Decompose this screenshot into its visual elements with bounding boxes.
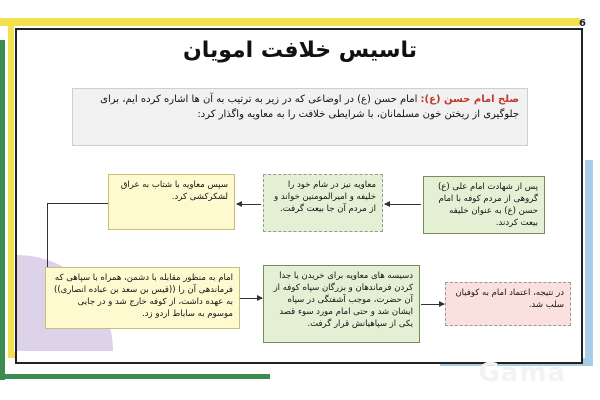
arrow-4-to-5 — [240, 298, 262, 299]
flow-box-1: پس از شهادت امام علی (ع) گروهی از مردم کوفه با امام حسن (ع) به عنوان خلیفه بیعت کردند. — [423, 176, 545, 234]
decor-bar-yellow-top — [0, 18, 580, 26]
flow-box-6: در نتیجه، اعتماد امام به کوفیان سلب شد. — [445, 282, 571, 326]
decor-bar-blue-right — [585, 160, 593, 360]
flow-box-4: امام به منظور مقابله با دشمن، همراه با سپاهی که فرماندهی آن را ((قیس بن سعد بن عباده انصاری)) به عهده داشت، از کوفه خارج شد و در جایی موسوم به ساباط اردو زد. — [45, 267, 240, 329]
slide-title: تاسیس خلافت امویان — [182, 38, 418, 63]
arrow-1-to-2 — [385, 204, 421, 205]
page-number: 6 — [579, 18, 586, 29]
arrow-2-to-3 — [237, 204, 261, 205]
decor-bar-green-left — [0, 40, 5, 380]
flow-box-3: سپس معاویه با شتاب به عراق لشکرکشی کرد. — [108, 174, 235, 230]
arrow-5-to-6 — [421, 304, 444, 305]
decor-bar-yellow-left — [8, 18, 14, 358]
decor-bar-green-bottom — [0, 374, 270, 379]
flow-box-5: دسیسه های معاویه برای خریدن یا جدا کردن فرماندهان و بزرگان سپاه کوفه از آن حضرت، موجب آشفتگی در سپاه ایشان شد و حتی امام مورد سوء قصد یکی از سپاهیانش قرار گرفت. — [263, 265, 420, 343]
intro-paragraph — [72, 88, 528, 146]
connector-row1-left — [47, 203, 108, 204]
intro-text: امام حسن (ع) در اوضاعی که در زیر به ترتیب به آن ها اشاره کرده ایم، برای جلوگیری از ریختن خون مسلمانان، با شرایطی خلافت را به معاویه واگذار کرد: — [100, 94, 519, 120]
flow-box-2: معاویه نیز در شام خود را خلیفه و امیرالمومنین خواند و از مردم آن جا بیعت گرفت. — [263, 174, 383, 232]
intro-highlight: صلح امام حسن (ع): — [420, 94, 519, 105]
watermark-logo: Gama — [478, 358, 566, 388]
